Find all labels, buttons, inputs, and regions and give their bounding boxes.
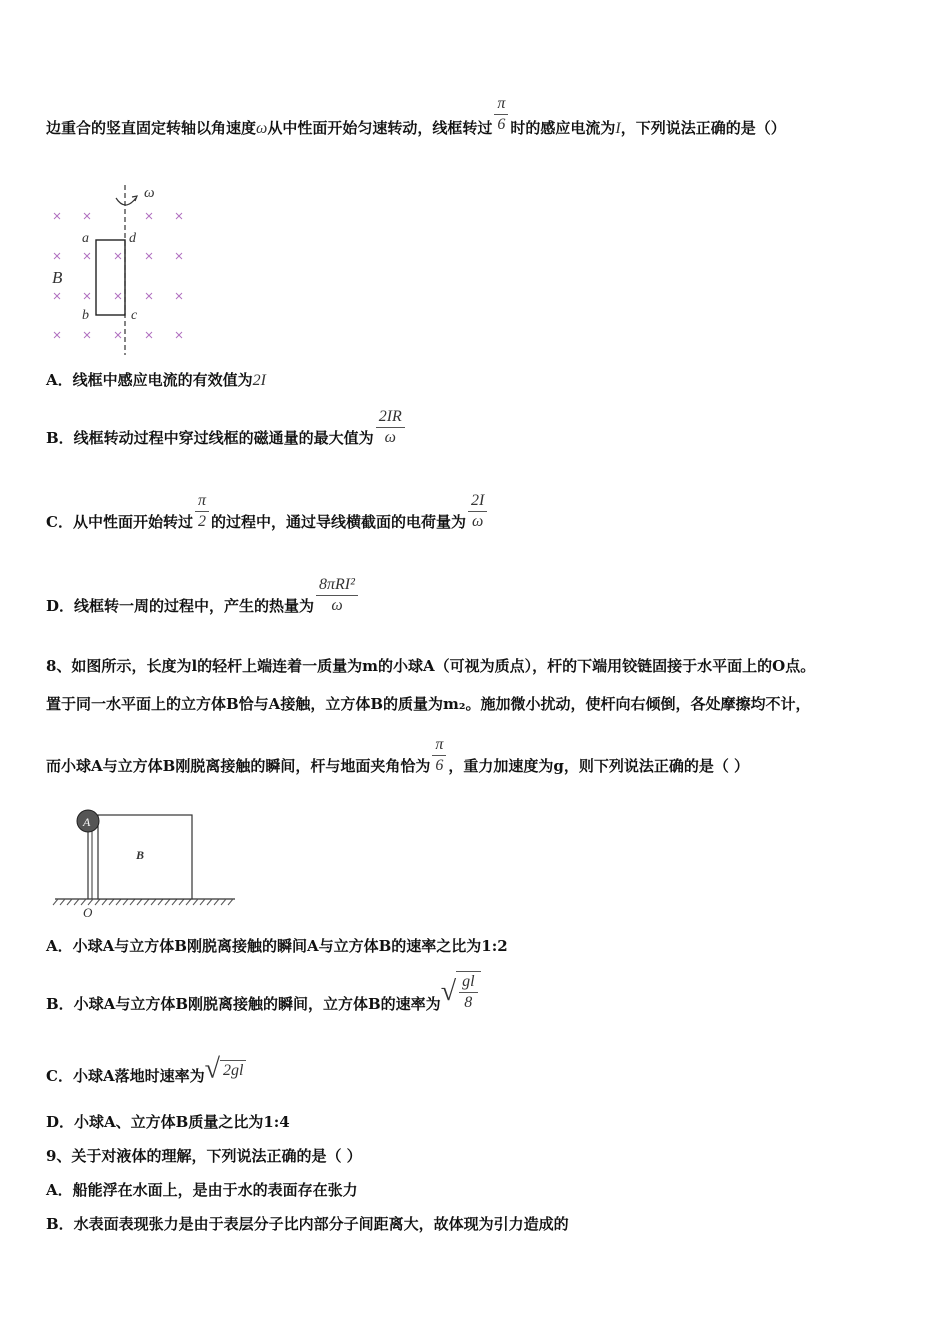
hatch-mark bbox=[74, 899, 79, 905]
q7-option-c-angle-num: π bbox=[195, 491, 209, 512]
q7-option-b-den: ω bbox=[384, 428, 396, 446]
hatch-mark bbox=[144, 899, 149, 905]
coil-label-d: d bbox=[129, 231, 136, 246]
hatch-mark bbox=[95, 899, 100, 905]
hatch-mark bbox=[200, 899, 205, 905]
q7-option-d bbox=[46, 575, 360, 616]
q8-option-c-text: C．小球A落地时速率为 bbox=[46, 1067, 205, 1085]
q8-option-b-sqrt bbox=[441, 971, 481, 1013]
q7-figure bbox=[40, 180, 200, 360]
q7-option-d-fraction bbox=[316, 575, 358, 616]
hatch-mark bbox=[172, 899, 177, 905]
q7-option-b bbox=[46, 407, 407, 448]
q8-stem-line3-part1: 而小球A与立方体B刚脱离接触的瞬间，杆与地面夹角恰为 bbox=[46, 757, 431, 775]
q8-option-a: A．小球A与立方体B刚脱离接触的瞬间A与立方体B的速率之比为1:2 bbox=[46, 937, 508, 955]
hatch-mark bbox=[67, 899, 72, 905]
hatch-mark bbox=[207, 899, 212, 905]
q7-omega: ω bbox=[256, 120, 268, 137]
q8-angle-num: π bbox=[432, 735, 446, 756]
coil-label-c: c bbox=[131, 308, 138, 323]
q7-option-a-text: A．线框中感应电流的有效值为 bbox=[46, 371, 253, 389]
cube-b-label: B bbox=[136, 848, 145, 862]
q8-option-b bbox=[46, 973, 481, 1014]
hatch-mark bbox=[165, 899, 170, 905]
q8-angle-den: 6 bbox=[435, 756, 444, 774]
hatch-mark bbox=[116, 899, 121, 905]
hatch-mark bbox=[60, 899, 65, 905]
q8-stem-line3-part2: ，重力加速度为g，则下列说法正确的是（ ） bbox=[448, 757, 750, 775]
q7-stem bbox=[46, 94, 786, 139]
q7-stem-part1: 边重合的竖直固定转轴以角速度 bbox=[46, 119, 257, 137]
q7-option-c-angle bbox=[195, 491, 209, 532]
q7-angle-fraction bbox=[494, 94, 508, 135]
sqrt-icon: √ bbox=[440, 976, 457, 1007]
q8-option-d: D．小球A、立方体B质量之比为1:4 bbox=[46, 1113, 290, 1131]
q8-stem-line1: 8、如图所示，长度为l的轻杆上端连着一质量为m的小球A（可视为质点），杆的下端用铰链固接于水平面上的O点。 bbox=[46, 657, 816, 675]
q7-option-d-text: D．线框转一周的过程中，产生的热量为 bbox=[46, 597, 315, 615]
q7-option-c-angle-den: 2 bbox=[197, 512, 206, 530]
ball-a-label: A bbox=[83, 815, 91, 829]
figure-omega-label: ω bbox=[144, 185, 155, 201]
q7-option-c-text1: C．从中性面开始转过 bbox=[46, 513, 193, 531]
q8-option-c-sqrt bbox=[204, 1054, 247, 1086]
hatch-mark bbox=[221, 899, 226, 905]
hatch-mark bbox=[214, 899, 219, 905]
hatch-mark bbox=[130, 899, 135, 905]
rotation-arrow-icon bbox=[116, 198, 136, 205]
coil-frame bbox=[96, 240, 125, 315]
hatch-mark bbox=[179, 899, 184, 905]
q7-stem-part3: 时的感应电流为 bbox=[510, 119, 616, 137]
coil-label-b: b bbox=[82, 308, 89, 323]
q8-option-b-text: B．小球A与立方体B刚脱离接触的瞬间，立方体B的速率为 bbox=[46, 995, 441, 1013]
q7-option-a-expr: 2I bbox=[252, 372, 266, 389]
q7-option-c-fraction bbox=[468, 491, 487, 532]
q7-option-a bbox=[46, 370, 266, 391]
q8-angle-fraction bbox=[432, 735, 446, 776]
q7-option-b-text: B．线框转动过程中穿过线框的磁通量的最大值为 bbox=[46, 429, 374, 447]
q7-angle-den: 6 bbox=[497, 115, 506, 133]
q7-stem-part4: ，下列说法正确的是（） bbox=[620, 119, 786, 137]
cube-b bbox=[98, 815, 192, 899]
hatch-mark bbox=[137, 899, 142, 905]
hatch-mark bbox=[186, 899, 191, 905]
q7-stem-part2: 从中性面开始匀速转动，线框转过 bbox=[267, 119, 493, 137]
sqrt-icon: √ bbox=[204, 1054, 220, 1086]
q7-option-c bbox=[46, 491, 489, 532]
q7-option-d-den: ω bbox=[331, 596, 343, 614]
q8-stem-line2: 置于同一水平面上的立方体B恰与A接触，立方体B的质量为m₂。施加微小扰动，使杆向右倾倒，各处摩擦均不计， bbox=[46, 695, 811, 713]
q7-option-c-num: 2I bbox=[468, 491, 487, 512]
q8-option-c-expr: 2gl bbox=[220, 1060, 246, 1081]
q7-option-b-fraction bbox=[376, 407, 405, 448]
q8-option-c bbox=[46, 1054, 246, 1086]
hatch-mark bbox=[53, 899, 58, 905]
hatch-mark bbox=[228, 899, 233, 905]
coil-label-a: a bbox=[82, 231, 89, 246]
q9-stem: 9、关于对液体的理解，下列说法正确的是（ ） bbox=[46, 1147, 362, 1165]
hatch-mark bbox=[193, 899, 198, 905]
ground-hatching bbox=[53, 899, 233, 905]
q7-option-c-den: ω bbox=[472, 512, 484, 530]
q7-angle-num: π bbox=[494, 94, 508, 115]
pivot-o-label: O bbox=[83, 905, 93, 920]
q7-option-c-text2: 的过程中，通过导线横截面的电荷量为 bbox=[210, 513, 466, 531]
q9-option-b: B．水表面表现张力是由于表层分子比内部分子间距离大，故体现为引力造成的 bbox=[46, 1215, 569, 1233]
q7-current: I bbox=[615, 120, 621, 137]
q7-option-b-num: 2IR bbox=[376, 407, 405, 428]
q9-option-a: A．船能浮在水面上，是由于水的表面存在张力 bbox=[46, 1181, 358, 1199]
q7-option-d-num: 8πRI² bbox=[316, 575, 358, 596]
field-label-b: B bbox=[52, 268, 63, 287]
hatch-mark bbox=[158, 899, 163, 905]
magnetic-field-crosses bbox=[54, 213, 182, 338]
q8-option-b-num: gl bbox=[459, 972, 477, 993]
q8-stem-line3 bbox=[46, 735, 750, 776]
q8-option-b-den: 8 bbox=[464, 994, 473, 1011]
hatch-mark bbox=[102, 899, 107, 905]
q8-figure bbox=[50, 805, 245, 920]
hatch-mark bbox=[123, 899, 128, 905]
hatch-mark bbox=[151, 899, 156, 905]
hatch-mark bbox=[109, 899, 114, 905]
